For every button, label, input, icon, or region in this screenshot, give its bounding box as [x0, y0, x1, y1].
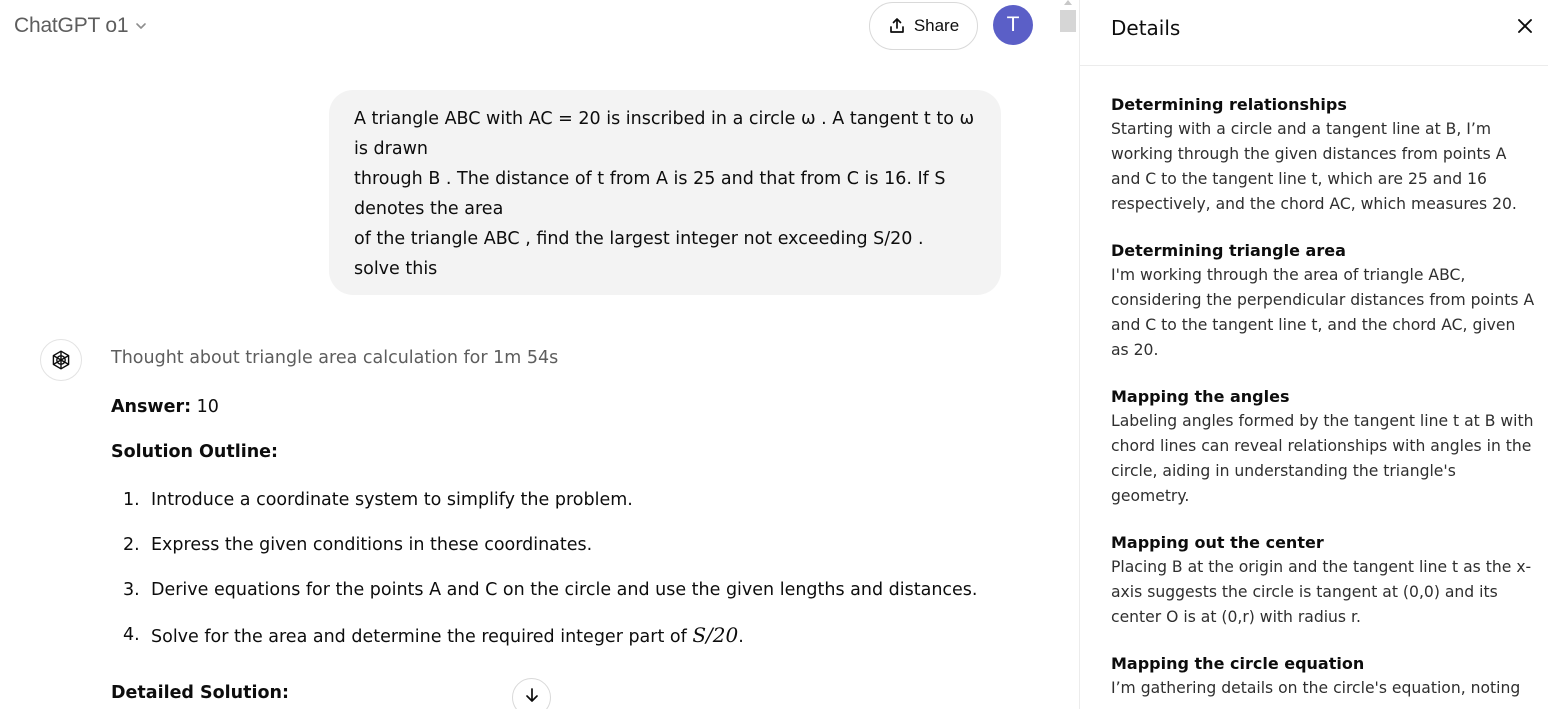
close-icon: [1517, 18, 1533, 39]
details-panel-title: Details: [1111, 16, 1181, 40]
user-message-line: of the triangle ABC , find the largest integer not exceeding S/20 .: [354, 229, 924, 249]
reasoning-section-heading: Determining relationships: [1111, 95, 1347, 114]
reasoning-section-heading: Determining triangle area: [1111, 241, 1346, 260]
details-panel-header: [1080, 0, 1548, 66]
reasoning-section: [1111, 531, 1536, 630]
reasoning-line: working through the given distances from points A: [1111, 145, 1507, 163]
reasoning-section: [1111, 239, 1536, 363]
reasoning-sections: [1111, 93, 1536, 709]
reasoning-line: respectively, and the chord AC, which measures 20.: [1111, 195, 1517, 213]
user-message-line: denotes the area: [354, 199, 504, 219]
list-item: [111, 622, 1011, 667]
math-expression: S/20: [692, 623, 739, 647]
user-message-line: through B . The distance of t from A is 25 and that from C is 16. If S: [354, 169, 946, 189]
reasoning-line: geometry.: [1111, 487, 1190, 505]
reasoning-section-heading: Mapping out the center: [1111, 533, 1324, 552]
reasoning-section: [1111, 652, 1536, 701]
user-message-line: A triangle ABC with AC = 20 is inscribed in a circle ω . A tangent t to ω: [354, 109, 975, 129]
scroll-to-bottom-button[interactable]: [512, 678, 551, 709]
user-message-line: is drawn: [354, 139, 428, 159]
reasoning-section-body: [1111, 409, 1536, 509]
share-label: Share: [913, 16, 960, 35]
reasoning-line: and C to the tangent line t, which are 25 and 16: [1111, 170, 1487, 188]
step-text: Solve for the area and determine the required integer part of: [151, 627, 693, 647]
reasoning-section-body: [1111, 263, 1536, 363]
reasoning-line: axis suggests the circle is tangent at (0,0) and its: [1111, 583, 1498, 601]
openai-logo-icon: [40, 339, 82, 381]
solution-outline-heading: Solution Outline:: [111, 442, 279, 462]
reasoning-section-body: [1111, 555, 1536, 630]
share-button[interactable]: [869, 2, 978, 50]
detailed-solution-heading: Detailed Solution:: [111, 683, 289, 703]
list-item: [111, 577, 1011, 622]
model-title: ChatGPT o1: [14, 14, 129, 37]
step-text: Introduce a coordinate system to simplify the problem.: [151, 490, 633, 510]
scroll-up-arrow[interactable]: [1064, 0, 1072, 5]
step-number: 4.: [123, 625, 140, 645]
reasoning-line: and C to the tangent line t, and the chord AC, given: [1111, 316, 1516, 334]
user-avatar[interactable]: T: [993, 5, 1033, 45]
reasoning-line: considering the perpendicular distances from points A: [1111, 291, 1535, 309]
answer-line: [111, 397, 219, 417]
reasoning-line: I’m gathering details on the circle's equation, noting: [1111, 679, 1521, 697]
details-panel: [1079, 0, 1548, 709]
step-number: 2.: [123, 535, 140, 555]
model-switcher[interactable]: [14, 12, 148, 40]
reasoning-line: center O is at (0,r) with radius r.: [1111, 608, 1361, 626]
answer-label: Answer:: [111, 397, 192, 417]
arrow-down-icon: [523, 686, 541, 709]
reasoning-line: Labeling angles formed by the tangent line t at B with: [1111, 412, 1534, 430]
answer-value: 10: [196, 397, 219, 417]
user-message-line: solve this: [354, 259, 438, 279]
reasoning-line: Starting with a circle and a tangent line at B, I’m: [1111, 120, 1492, 138]
list-item: [111, 487, 1011, 532]
thought-summary-toggle[interactable]: Thought about triangle area calculation for 1m 54s: [111, 348, 559, 368]
reasoning-section: [1111, 93, 1536, 217]
reasoning-line: I'm working through the area of triangle ABC,: [1111, 266, 1466, 284]
close-details-button[interactable]: [1514, 17, 1536, 39]
reasoning-line: circle, aiding in understanding the triangle's: [1111, 462, 1456, 480]
step-suffix: .: [738, 627, 744, 647]
reasoning-section: [1111, 385, 1536, 509]
solution-steps-list: [111, 487, 1011, 667]
user-message-bubble: [329, 90, 1001, 295]
reasoning-section-heading: Mapping the angles: [1111, 387, 1290, 406]
step-text: Express the given conditions in these coordinates.: [151, 535, 593, 555]
list-item: [111, 532, 1011, 577]
reasoning-section-heading: Mapping the circle equation: [1111, 654, 1365, 673]
step-number: 3.: [123, 580, 140, 600]
reasoning-section-body: [1111, 676, 1536, 701]
reasoning-section-body: [1111, 117, 1536, 217]
reasoning-line: chord lines can reveal relationships with angles in the: [1111, 437, 1532, 455]
share-upload-icon: [888, 17, 906, 35]
reasoning-line: Placing B at the origin and the tangent line t as the x-: [1111, 558, 1532, 576]
step-number: 1.: [123, 490, 140, 510]
scrollbar-thumb[interactable]: [1060, 10, 1076, 32]
step-text: Derive equations for the points A and C on the circle and use the given lengths and distances.: [151, 580, 978, 600]
reasoning-line: as 20.: [1111, 341, 1159, 359]
chevron-down-icon: [134, 19, 148, 33]
scrollbar[interactable]: [1060, 0, 1076, 709]
